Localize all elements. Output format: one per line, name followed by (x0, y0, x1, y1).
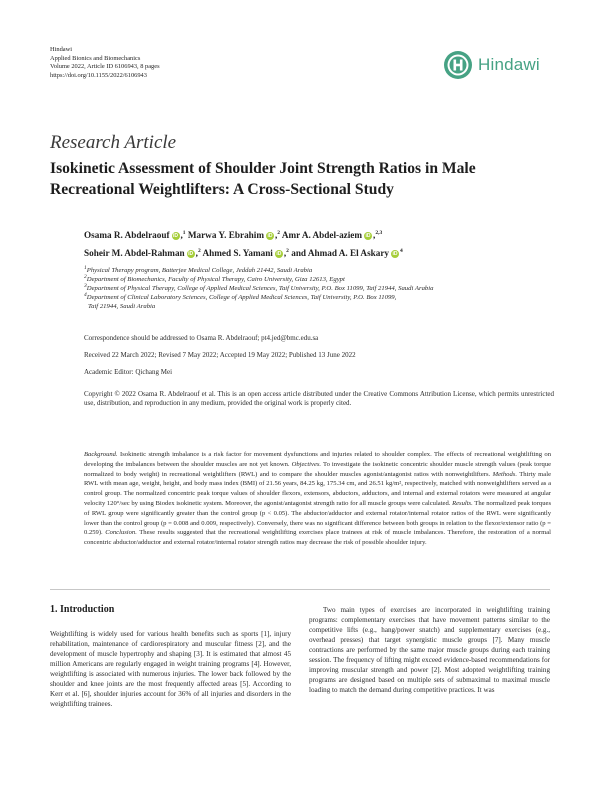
affiliation-number: 3 (84, 282, 87, 289)
affiliation-text: Department of Physical Therapy, College of Applied Medical Sciences, Taif University, P.O. Box 11099, Taif 21944, Saudi Arabia (86, 285, 434, 292)
body-column-left (50, 629, 291, 709)
section-divider (50, 589, 550, 590)
journal-name: Applied Bionics and Biomechanics (50, 54, 141, 62)
abstract-conclusion: These results suggested that the recreational weightlifting exercises place trainees at risk of muscle imbalances. Therefore, the restoration of a normal concentric abductor/adductor and external rotator/internal rotator strength ratios may decrease the risk of possible shoulder injury. (84, 529, 551, 547)
abstract-methods: Thirty male RWL with mean age, weight, height, and body mass index (BMI) of 21.56 years, 84.25 kg, 175.34 cm, and 26.51 kg/m², respectively, matched with nonweightlifters served as a control group. The normalized concentric peak torque values of shoulder flexors, extensors, abductors, adductors, and internal and external rotators were measured at angular velocity 120°/sec by using Biodex isokinetic system. Moreover, the agonist/antagonist strength ratio for all muscle groups were calculated. (84, 470, 551, 507)
orcid-icon[interactable]: iD (267, 233, 273, 239)
author-affil-sup: 2,3 (375, 229, 383, 236)
affiliation-text: Physical Therapy program, Batterjee Medical College, Jeddah 21442, Saudi Arabia (86, 267, 313, 274)
author-and: and (291, 248, 307, 258)
section-number: 1. (50, 604, 58, 615)
journal-header (50, 46, 160, 80)
academic-editor (84, 368, 554, 377)
author-line-2: Soheir M. Abdel-Rahman iD ,$^2$ Ahmed S. Yamani iD ,$^2$ and Ahmad A. El Askary $iD^4$ (84, 247, 403, 258)
article-type: Research Article (50, 132, 177, 153)
doi-link[interactable]: https://doi.org/10.1155/2022/6106943 (50, 71, 147, 79)
body-paragraph: Two main types of exercises are incorporated in weightlifting training programs: complementary exercises that have movement patterns similar to the competitive lifts (e.g., hang/power snatch) and supplementary exercises (e.g., overhead presses) that target synergistic muscle groups [7]. Many muscle contractions are performed by the same major muscle groups during each training session. The frequency of lifting might exceed evidence-based recommendations for improving muscular strength and power [2]. Most adopted weightlifting training programs are designed based on multiple sets of submaximal to maximal muscle loading to match the demand during competitive practices. It was (309, 606, 550, 694)
copyright-text: Copyright © 2022 Osama R. Abdelraouf et al. This is an open access article distributed under the Creative Commons Attribution License, which permits unrestricted use, distribution, and reproduction in any medium, provided the original work is properly cited. (84, 390, 554, 407)
abstract-background-label: Background. (84, 451, 118, 458)
author-affil-sup: 2 (286, 247, 289, 254)
affiliation-list (84, 266, 554, 311)
dates (84, 351, 554, 360)
author-name: Ahmed S. Yamani (202, 248, 273, 258)
correspondence-text: Correspondence should be addressed to Osama R. Abdelraouf; pt4.jed@bmc.edu.sa (84, 334, 319, 342)
academic-editor-text: Academic Editor: Qichang Mei (84, 368, 173, 376)
author-line-1: Osama R. Abdelraouf iD ,$^1$ Marwa Y. Ebrahim iD ,$^2$ Amr A. Abdel-aziem iD ,$^{2,3}$ (84, 229, 383, 240)
abstract (84, 450, 551, 548)
affiliation-text: Department of Clinical Laboratory Sciences, College of Applied Medical Sciences, Taif University, P.O. Box 11099, (86, 294, 397, 301)
abstract-objectives-label: Objectives. (291, 460, 322, 468)
author-list (84, 226, 403, 262)
affiliation-number: 4 (84, 291, 87, 298)
author-affil-sup: 1 (182, 229, 186, 236)
author-affil-sup: 4 (400, 247, 403, 254)
author-affil-sup: 2 (277, 229, 281, 236)
orcid-icon[interactable]: iD (188, 251, 194, 257)
publisher-name: Hindawi (50, 46, 73, 53)
section-title: Introduction (60, 604, 115, 615)
hindawi-logo (443, 50, 540, 80)
body-column-right (309, 605, 550, 695)
orcid-icon[interactable]: iD (365, 233, 371, 239)
hindawi-logo-icon (443, 50, 473, 80)
body-paragraph: Weightlifting is widely used for various health benefits such as sports [1], injury rehabilitation, maintenance of cardiorespiratory and muscular fitness [2], and the development of muscle hypertrophy and shaping [3]. It is estimated that almost 45 million Americans are regularly engaged in weight training programs [4]. However, weightlifting is associated with numerous injuries. The lower back followed by the shoulder and knee joints are the most frequently affected areas [5]. According to Kerr et al. [6], shoulder injuries account for 36% of all injuries and disorders in the weightlifting trainees. (50, 630, 291, 708)
affiliation-continuation: Taif 21944, Saudi Arabia (88, 303, 156, 310)
abstract-results-label: Results. (452, 499, 473, 507)
article-title: Isokinetic Assessment of Shoulder Joint Strength Ratios in Male Recreational Weightlifters: A Cross-Sectional Study (50, 160, 476, 198)
affiliation-item (84, 284, 554, 293)
orcid-icon[interactable]: iD (173, 233, 178, 239)
orcid-icon[interactable]: iD (276, 251, 282, 257)
author-name: Ahmad A. El Askary (307, 248, 390, 258)
logo-wordmark: Hindawi (478, 55, 540, 74)
author-affil-sup: 2 (197, 247, 201, 254)
abstract-background: Isokinetic strength imbalance is a risk factor for movement dysfunctions and injuries related to shoulder complex. The effects of recreational weightlifting on developing the imbalances between the shoulder muscles are not yet known. (84, 451, 551, 468)
abstract-objectives: To investigate the isokinetic concentric shoulder muscle strength values (peak torque normalized to body weight) in recreational weightlifters (RWL) and to compare the shoulder muscles agonist/antagonist ratios with nonweightlifters. (84, 460, 551, 478)
affiliation-number: 2 (84, 273, 87, 280)
volume-info: Volume 2022, Article ID 6106943, 8 pages (50, 63, 160, 71)
abstract-results: The normalized peak torques of RWL group were significantly greater than the control group (p < 0.05). The abductor/adductor and external rotator/internal rotator ratios of the RWL were significantly lower than the control group (p = 0.008 and 0.009, respectively). Conversely, there was no significant difference between both groups in relation to the flexor/extensor ratio (p = 0.259). (84, 499, 552, 537)
author-name: Marwa Y. Ebrahim (187, 230, 264, 240)
affiliation-item (84, 266, 554, 275)
correspondence (84, 334, 554, 343)
affiliation-text: Department of Biomechanics, Faculty of Physical Therapy, Cairo University, Giza 12613, Egypt (86, 276, 345, 283)
copyright (84, 390, 554, 408)
orcid-icon[interactable]: iD (392, 251, 398, 257)
section-heading (50, 604, 114, 615)
affiliation-item (84, 293, 554, 302)
dates-text: Received 22 March 2022; Revised 7 May 2022; Accepted 19 May 2022; Published 13 June 2022 (84, 351, 356, 359)
abstract-conclusion-label: Conclusion. (105, 529, 137, 537)
affiliation-number: 1 (84, 264, 87, 271)
abstract-methods-label: Methods. (492, 470, 517, 478)
author-name: Osama R. Abdelraouf (84, 230, 170, 240)
affiliation-item (84, 275, 554, 284)
author-name: Soheir M. Abdel-Rahman (84, 248, 185, 258)
author-name: Amr A. Abdel-aziem (281, 230, 363, 240)
